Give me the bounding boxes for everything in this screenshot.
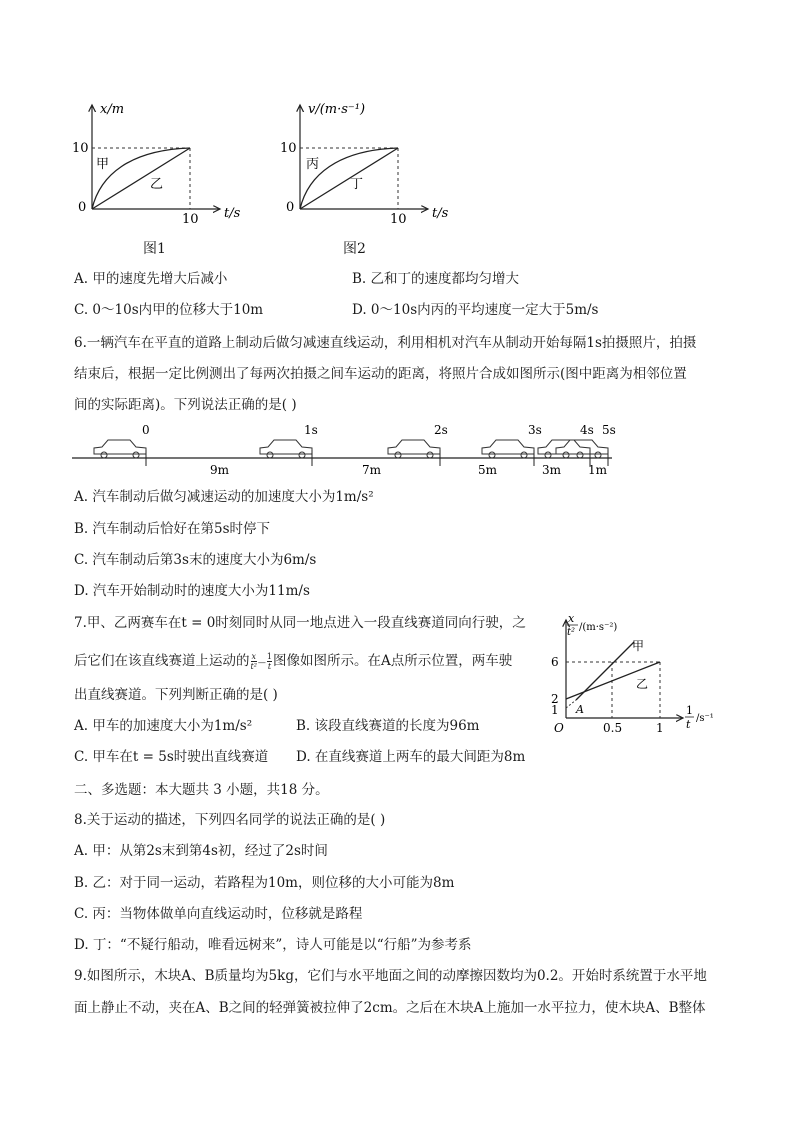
x-tick-10: 10	[390, 212, 407, 227]
x-label-den: t	[686, 718, 691, 731]
car-icon-2s	[388, 440, 440, 458]
figure-1-caption: 图1	[143, 241, 166, 257]
figure-2-caption: 图2	[343, 241, 366, 257]
section-2-heading: 二、多选题：本大题共 3 小题，共18 分。	[74, 782, 329, 798]
car-photo-diagram	[72, 420, 632, 478]
x-tick-1: 1	[656, 721, 664, 735]
y-tick-10: 10	[280, 141, 297, 156]
time-label-3: 3s	[528, 423, 542, 437]
q7-option-b: B. 该段直线赛道的长度为96m	[296, 718, 480, 734]
q5-option-d: D. 0～10s内丙的平均速度一定大于5m/s	[352, 302, 599, 318]
time-label-1: 1s	[304, 423, 318, 437]
car-icon-0s	[94, 440, 146, 458]
x-unit: /s⁻¹	[696, 713, 714, 724]
q9-stem-line-2: 面上静止不动，夹在A、B之间的轻弹簧被拉伸了2cm。之后在木块A上施加一水平拉力，使木块A、B整体	[74, 1000, 706, 1016]
q6-option-a: A. 汽车制动后做匀减速运动的加速度大小为1m/s²	[74, 489, 374, 505]
q8-stem: 8.关于运动的描述，下列四名同学的说法正确的是( )	[74, 812, 386, 828]
distance-label-2: 7m	[362, 463, 382, 477]
q7-stem-line-2: 后它们在该直线赛道上运动的 $\frac{x}{\text{t²}}$ — $\frac{1}{t}$ 图像如图所示。在A点所示位置，两车驶	[74, 652, 513, 671]
q6-stem-line-1: 6.一辆汽车在平直的道路上制动后做匀减速直线运动，利用相机对汽车从制动开始每隔1s拍摄照片，拍摄	[74, 335, 697, 351]
q8-option-c: C. 丙：当物体做单向直线运动时，位移就是路程	[74, 906, 363, 922]
distance-label-3: 5m	[478, 463, 498, 477]
jia-extension	[566, 700, 576, 708]
y-axis-label: x/m	[100, 102, 125, 117]
q7-stem-2a: 后它们在该直线赛道上运动的	[74, 653, 250, 669]
q7-option-d: D. 在直线赛道上两车的最大间距为8m	[296, 749, 526, 765]
time-label-0: 0	[142, 423, 150, 437]
y-tick-6: 6	[551, 655, 559, 669]
q7-stem-2b: 图像如图所示。在A点所示位置，两车驶	[273, 653, 513, 669]
y-label-num: x	[568, 612, 575, 625]
x-tick-10: 10	[182, 212, 199, 227]
q7-graph	[548, 610, 728, 740]
figure-1-graph	[60, 95, 260, 230]
car-icon-3s	[482, 440, 534, 458]
x-tick-0-5: 0.5	[603, 721, 623, 735]
q6-option-d: D. 汽车开始制动时的速度大小为11m/s	[74, 583, 310, 599]
y-label-den: t²	[567, 627, 576, 638]
label-yi: 乙	[636, 677, 649, 691]
time-label-5: 5s	[602, 423, 616, 437]
q7-stem-line-1: 7.甲、乙两赛车在t = 0时刻同时从同一地点进入一段直线赛道同向行驶，之	[74, 615, 526, 631]
time-label-2: 2s	[434, 423, 448, 437]
q6-stem-line-2: 结束后，根据一定比例测出了每两次拍摄之间车运动的距离，将照片合成如图所示(图中距离为相邻位置	[74, 366, 687, 382]
car-icon-1s	[260, 440, 312, 458]
figure-2-graph	[268, 95, 468, 230]
point-a-label: A	[576, 703, 584, 716]
x-label-num: 1	[686, 704, 693, 717]
inline-fraction: $\frac{x}{\text{t²}}$	[250, 652, 257, 671]
y-tick-1: 1	[551, 703, 559, 717]
line-label-ding: 丁	[350, 177, 364, 192]
q5-option-c: C. 0～10s内甲的位移大于10m	[74, 302, 264, 318]
curve-label-bing: 丙	[306, 157, 320, 172]
q9-stem-line-1: 9.如图所示，木块A、B质量均为5kg，它们与水平地面之间的动摩擦因数均为0.2。开始时系统置于水平地	[74, 968, 707, 984]
q6-stem-line-3: 间的实际距离)。下列说法正确的是( )	[74, 397, 297, 413]
x-axis-label: t/s	[224, 206, 241, 221]
origin-label: O	[554, 721, 564, 735]
time-label-4: 4s	[580, 423, 594, 437]
car-icon-5s	[556, 440, 608, 458]
inline-fraction-2: $\frac{1}{t}$	[266, 652, 273, 671]
curve-label-jia: 甲	[96, 157, 110, 172]
label-jia: 甲	[632, 639, 645, 653]
origin-label: 0	[286, 200, 295, 215]
origin-label: 0	[78, 200, 87, 215]
q7-option-a: A. 甲车的加速度大小为1m/s²	[74, 718, 253, 734]
q8-option-b: B. 乙：对于同一运动，若路程为10m，则位移的大小可能为8m	[74, 875, 455, 891]
distance-label-4: 3m	[542, 463, 562, 477]
line-label-yi: 乙	[150, 177, 164, 192]
q7-stem-line-3: 出直线赛道。下列判断正确的是( )	[74, 687, 278, 703]
x-axis-label: t/s	[432, 206, 449, 221]
y-axis-label: v/(m·s⁻¹)	[308, 102, 366, 117]
y-tick-10: 10	[72, 141, 89, 156]
q8-option-a: A. 甲：从第2s末到第4s初，经过了2s时间	[74, 843, 328, 859]
distance-label-1: 9m	[210, 463, 230, 477]
y-tick-2: 2	[551, 692, 559, 706]
q7-option-c: C. 甲车在t = 5s时驶出直线赛道	[74, 749, 269, 765]
q5-option-b: B. 乙和丁的速度都均匀增大	[352, 271, 520, 287]
q5-option-a: A. 甲的速度先增大后减小	[74, 271, 228, 287]
q8-option-d: D. 丁：“不疑行船动，唯看远树来”，诗人可能是以“行船”为参考系	[74, 937, 472, 953]
q6-option-b: B. 汽车制动后恰好在第5s时停下	[74, 521, 271, 537]
q6-option-c: C. 汽车制动后第3s末的速度大小为6m/s	[74, 552, 317, 568]
distance-label-5: 1m	[588, 463, 608, 477]
car-icon-4s	[538, 440, 590, 458]
y-unit: /(m·s⁻²)	[579, 622, 618, 633]
